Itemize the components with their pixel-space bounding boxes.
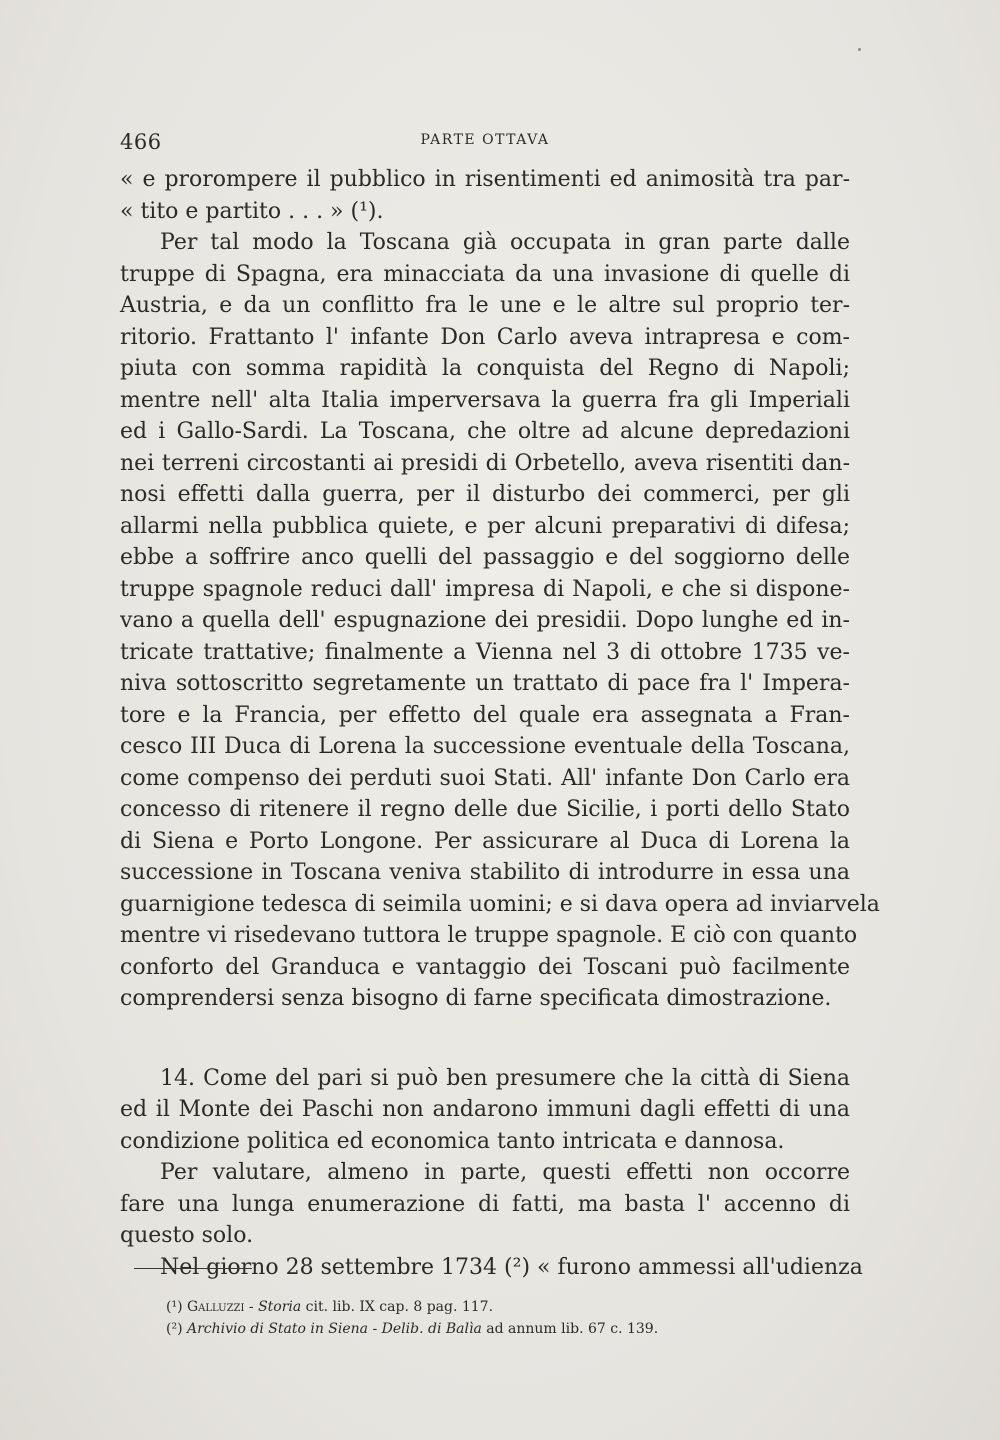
section-gap — [120, 1015, 850, 1063]
footnote-mark: (¹) — [166, 1299, 183, 1315]
footnote-source: Archivio di Stato in Siena — [187, 1321, 369, 1337]
paragraph-section-14 — [120, 1063, 850, 1158]
text-line: niva sottoscritto segretamente un trattato di pace fra l' Impera- — [120, 671, 850, 696]
footnote-1 — [166, 1296, 826, 1318]
paragraph-tuscany — [120, 227, 880, 1015]
text-line: « tito e partito . . . » (¹). — [120, 198, 384, 224]
text-line: comprendersi senza bisogno di farne specificata dimostrazione. — [120, 986, 832, 1011]
text-line: come compenso dei perduti suoi Stati. All' infante Don Carlo era — [120, 765, 850, 791]
text-line: « e prorompere il pubblico in risentimenti ed animosità tra par- — [120, 167, 850, 192]
paper-speck — [858, 48, 861, 51]
footnote-reference: ad annum lib. 67 c. 139. — [481, 1321, 659, 1337]
text-line: truppe di Spagna, era minacciata da una invasione di quelle di — [120, 261, 850, 287]
text-line: mentre nell' alta Italia imperversava la guerra fra gli Imperiali — [120, 387, 850, 413]
footnotes — [166, 1296, 826, 1340]
text-line: condizione politica ed economica tanto intricata e dannosa. — [120, 1128, 785, 1154]
text-line: truppe spagnole reduci dall' impresa di Napoli, e che si dispone- — [120, 576, 850, 602]
footnote-2 — [166, 1318, 826, 1340]
text-line: tore e la Francia, per effetto del quale era assegnata a Fran- — [120, 702, 850, 728]
text-line: successione in Toscana veniva stabilito di introdurre in essa una — [120, 860, 850, 885]
text-line: cesco III Duca di Lorena la successione eventuale della Toscana, — [120, 734, 850, 759]
text-line: di Siena e Porto Longone. Per assicurare al Duca di Lorena la — [120, 828, 850, 854]
text-line: vano a quella dell' espugnazione dei presidii. Dopo lunghe ed in- — [120, 608, 850, 633]
page-header — [120, 130, 850, 154]
footnote-reference: cit. lib. IX cap. 8 pag. 117. — [301, 1299, 494, 1315]
text-line: Per valutare, almeno in parte, questi effetti non occorre — [160, 1160, 850, 1185]
text-line: Per tal modo la Toscana già occupata in gran parte dalle — [160, 230, 850, 255]
paragraph-quote-end — [120, 164, 850, 227]
text-line: ed i Gallo-Sardi. La Toscana, che oltre ad alcune depredazioni — [120, 419, 850, 444]
text-line: Nel giorno 28 settembre 1734 (²) « furono ammessi all'udienza — [160, 1254, 863, 1280]
text-line: nei terreni circostanti ai presidi di Orbetello, aveva risentiti dan- — [120, 450, 850, 476]
text-line: ebbe a soffrire anco quelli del passaggio e del soggiorno delle — [120, 545, 850, 570]
text-line: guarnigione tedesca di seimila uomini; e si dava opera ad inviarvela — [120, 891, 880, 917]
text-line: questo solo. — [120, 1223, 254, 1248]
text-line: mentre vi risedevano tuttora le truppe spagnole. E ciò con quanto — [120, 923, 858, 948]
footnote-mark: (²) — [166, 1321, 183, 1337]
footnote-separator — [134, 1268, 252, 1269]
page-number: 466 — [120, 130, 162, 154]
text-line: piuta con somma rapidità la conquista del Regno di Napoli; — [120, 356, 850, 381]
running-title: PARTE OTTAVA — [420, 132, 550, 148]
text-line: fare una lunga enumerazione di fatti, ma basta l' accenno di — [120, 1191, 850, 1217]
text-line: ed il Monte dei Paschi non andarono immuni dagli effetti di una — [120, 1097, 850, 1122]
text-line: concesso di ritenere il regno delle due Sicilie, i porti dello Stato — [120, 797, 850, 822]
text-line: ritorio. Frattanto l' infante Don Carlo aveva intrapresa e com- — [120, 324, 850, 350]
footnote-work: Storia — [258, 1299, 302, 1315]
footnote-separator-dash: - — [368, 1321, 382, 1337]
text-line: Austria, e da un conflitto fra le une e le altre sul proprio ter- — [120, 293, 850, 318]
footnote-author: Galluzzi — [187, 1299, 245, 1315]
text-line: 14. Come del pari si può ben presumere che la città di Siena — [160, 1065, 850, 1091]
body-text — [120, 164, 880, 1283]
text-line: tricate trattative; finalmente a Vienna nel 3 di ottobre 1735 ve- — [120, 639, 850, 665]
text-line: conforto del Granduca e vantaggio dei Toscani può facilmente — [120, 954, 850, 980]
footnote-work: Delib. di Balìa — [381, 1321, 482, 1337]
footnote-separator-dash: - — [244, 1299, 259, 1315]
text-line: allarmi nella pubblica quiete, e per alcuni preparativi di difesa; — [120, 513, 850, 539]
paragraph-valutare — [120, 1157, 850, 1252]
text-line: nosi effetti dalla guerra, per il disturbo dei commerci, per gli — [120, 482, 850, 507]
